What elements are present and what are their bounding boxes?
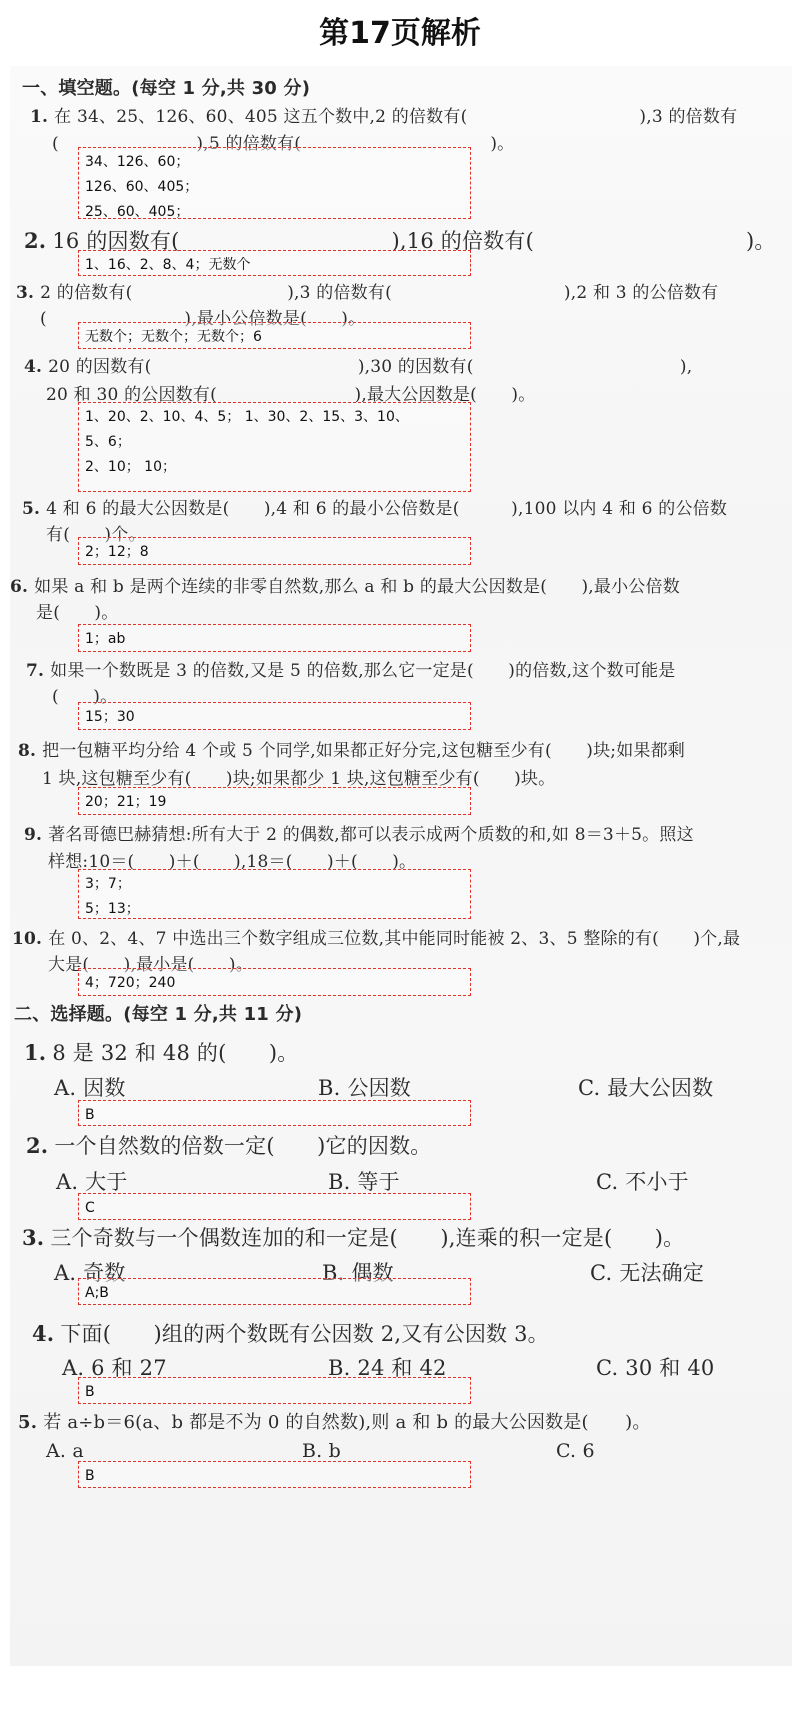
answer-box-2: 1、16、2、8、4；无数个 bbox=[78, 250, 471, 276]
choice-5-stem: 5. 若 a÷b＝6(a、b 都是不为 0 的自然数),则 a 和 b 的最大公因数是( )。 bbox=[18, 1412, 651, 1433]
choice-3-option-c: C. 无法确定 bbox=[590, 1261, 705, 1285]
section-fill-heading: 一、填空题。(每空 1 分,共 30 分) bbox=[22, 78, 311, 99]
question-4-line-2: 20 和 30 的公因数有( ),最大公因数是( )。 bbox=[46, 385, 536, 405]
choice-4-option-a: A. 6 和 27 bbox=[62, 1356, 167, 1380]
answer-box-8: 20；21；19 bbox=[78, 787, 471, 815]
choice-1-option-b: B. 公因数 bbox=[318, 1076, 411, 1100]
answer-box-1: 34、126、60； 126、60、405； 25、60、405； bbox=[78, 147, 471, 219]
question-2-line-1: 2. 16 的因数有( ),16 的倍数有( )。 bbox=[24, 228, 776, 253]
page-title: 第17页解析 bbox=[319, 16, 481, 51]
question-9-line-2: 样想:10＝( )＋( ),18＝( )＋( )。 bbox=[48, 852, 417, 872]
question-8-line-2: 1 块,这包糖至少有( )块;如果都少 1 块,这包糖至少有( )块。 bbox=[42, 769, 556, 789]
answer-box-5: 2；12；8 bbox=[78, 537, 471, 565]
question-8-line-1: 8. 把一包糖平均分给 4 个或 5 个同学,如果都正好分完,这包糖至少有( )块;如果都剩 bbox=[18, 741, 686, 761]
choice-3-option-a: A. 奇数 bbox=[54, 1261, 126, 1285]
section-choice-heading: 二、选择题。(每空 1 分,共 11 分) bbox=[14, 1004, 303, 1025]
choice-2-option-b: B. 等于 bbox=[328, 1170, 400, 1194]
answer-box-4: 1、20、2、10、4、5； 1、30、2、15、3、10、 5、6； 2、10； 10； bbox=[78, 402, 471, 492]
question-10-line-1: 10. 在 0、2、4、7 中选出三个数字组成三位数,其中能同时能被 2、3、5 整除的有( )个,最 bbox=[12, 929, 741, 949]
choice-4-option-c: C. 30 和 40 bbox=[596, 1356, 715, 1380]
question-3-line-1: 3. 2 的倍数有( ),3 的倍数有( ),2 和 3 的公倍数有 bbox=[16, 283, 719, 303]
answer-box-7: 15；30 bbox=[78, 702, 471, 730]
answer-box-6: 1；ab bbox=[78, 624, 471, 652]
question-5-line-1: 5. 4 和 6 的最大公因数是( ),4 和 6 的最小公倍数是( ),100 以内 4 和 6 的公倍数 bbox=[22, 499, 728, 519]
choice-4-option-b: B. 24 和 42 bbox=[328, 1356, 447, 1380]
answer-box-choice-4: B bbox=[78, 1377, 471, 1404]
choice-5-option-c: C. 6 bbox=[556, 1440, 595, 1462]
answer-box-3: 无数个；无数个；无数个；6 bbox=[78, 322, 471, 349]
answer-box-choice-1: B bbox=[78, 1100, 471, 1126]
choice-1-option-a: A. 因数 bbox=[54, 1076, 126, 1100]
choice-1-stem: 1. 8 是 32 和 48 的( )。 bbox=[24, 1040, 299, 1065]
question-6-line-2: 是( )。 bbox=[36, 603, 119, 623]
question-10-line-2: 大是( ),最小是( )。 bbox=[48, 955, 253, 975]
answer-box-10: 4；720；240 bbox=[78, 968, 471, 996]
question-7-line-1: 7. 如果一个数既是 3 的倍数,又是 5 的倍数,那么它一定是( )的倍数,这个数可能是 bbox=[26, 661, 676, 681]
choice-5-option-b: B. b bbox=[302, 1440, 342, 1462]
question-5-line-2: 有( )个。 bbox=[46, 525, 146, 545]
answer-box-choice-3: A;B bbox=[78, 1278, 471, 1305]
answer-box-choice-2: C bbox=[78, 1193, 471, 1220]
question-9-line-1: 9. 著名哥德巴赫猜想:所有大于 2 的偶数,都可以表示成两个质数的和,如 8＝3＋5。照这 bbox=[24, 825, 694, 845]
question-1-line-1: 1. 在 34、25、126、60、405 这五个数中,2 的倍数有( ),3 的倍数有 bbox=[30, 107, 738, 127]
question-4-line-1: 4. 20 的因数有( ),30 的因数有( ), bbox=[24, 357, 693, 377]
answer-box-9: 3；7； 5；13； bbox=[78, 869, 471, 919]
choice-3-stem: 3. 三个奇数与一个偶数连加的和一定是( ),连乘的积一定是( )。 bbox=[22, 1225, 685, 1250]
choice-2-option-a: A. 大于 bbox=[56, 1170, 128, 1194]
question-7-line-2: ( )。 bbox=[52, 687, 118, 707]
answer-box-choice-5: B bbox=[78, 1461, 471, 1488]
question-3-line-2: ( ),最小公倍数是( )。 bbox=[40, 309, 366, 329]
choice-5-option-a: A. a bbox=[46, 1440, 84, 1462]
choice-2-stem: 2. 一个自然数的倍数一定( )它的因数。 bbox=[26, 1133, 432, 1158]
choice-3-option-b: B. 偶数 bbox=[322, 1261, 394, 1285]
choice-2-option-c: C. 不小于 bbox=[596, 1170, 689, 1194]
question-6-line-1: 6. 如果 a 和 b 是两个连续的非零自然数,那么 a 和 b 的最大公因数是( ),最小公倍数 bbox=[10, 577, 680, 597]
choice-4-stem: 4. 下面( )组的两个数既有公因数 2,又有公因数 3。 bbox=[32, 1321, 549, 1346]
question-1-line-2: ( ),5 的倍数有( )。 bbox=[52, 134, 515, 154]
choice-1-option-c: C. 最大公因数 bbox=[578, 1076, 714, 1100]
